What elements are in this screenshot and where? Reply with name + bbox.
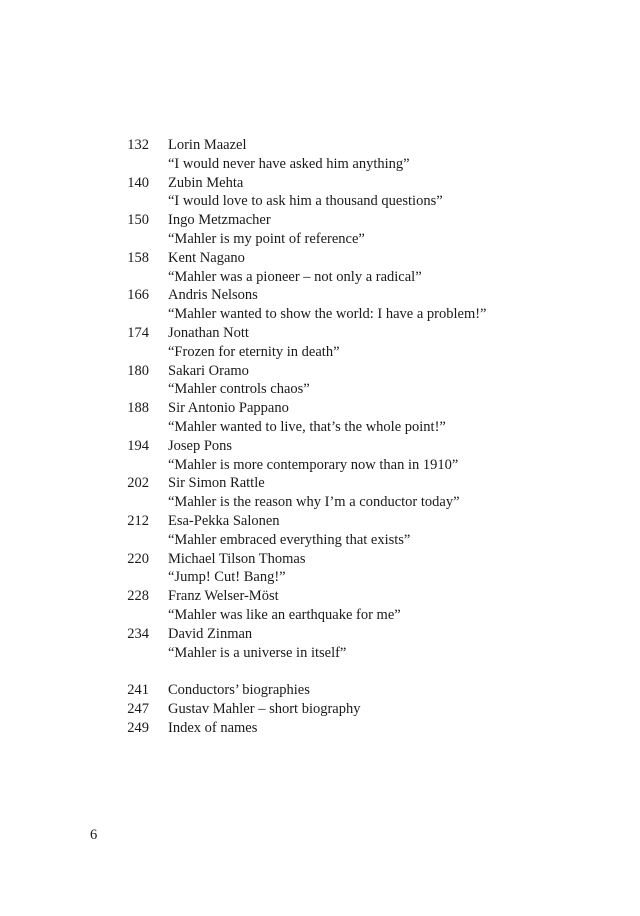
toc-entry-metzmacher[interactable] [0, 211, 640, 230]
toc-page-number: 188 [127, 400, 149, 417]
toc-conductor-name: Franz Welser-Möst [168, 588, 279, 605]
toc-quote: “Frozen for eternity in death” [168, 343, 340, 360]
toc-page-number: 140 [127, 174, 149, 191]
toc-entry-mehta[interactable] [0, 174, 640, 193]
toc-conductor-name: Zubin Mehta [168, 174, 244, 191]
toc-conductor-name: Andris Nelsons [168, 287, 258, 304]
toc-page-number: 247 [127, 700, 149, 717]
toc-quote: “Mahler embraced everything that exists” [168, 531, 411, 548]
toc-entry-nelsons[interactable] [0, 286, 640, 305]
toc-page-number: 220 [127, 550, 149, 567]
toc-quote-line [0, 230, 640, 249]
toc-conductor-name: Ingo Metzmacher [168, 212, 271, 229]
toc-page-number: 166 [127, 287, 149, 304]
toc-entry-tilson-thomas[interactable] [0, 550, 640, 569]
toc-quote-line [0, 305, 640, 324]
toc-entry-maazel[interactable] [0, 136, 640, 155]
toc-entry-pappano[interactable] [0, 399, 640, 418]
toc-quote: “Mahler controls chaos” [168, 381, 310, 398]
page-folio: 6 [90, 827, 98, 843]
toc-entry-zinman[interactable] [0, 625, 640, 644]
toc-quote: “Jump! Cut! Bang!” [168, 569, 286, 586]
toc-entry-welser-moest[interactable] [0, 587, 640, 606]
toc-quote: “Mahler wanted to live, that’s the whole point!” [168, 418, 446, 435]
toc-page-number: 158 [127, 249, 149, 266]
toc-quote: “Mahler was a pioneer – not only a radical” [168, 268, 422, 285]
toc-page-number: 241 [127, 682, 149, 699]
toc-entry-oramo[interactable] [0, 362, 640, 381]
table-of-contents [0, 136, 640, 738]
toc-entry-index[interactable] [0, 719, 640, 738]
toc-quote: “I would never have asked him anything” [168, 155, 410, 172]
toc-conductor-name: Jonathan Nott [168, 324, 249, 341]
toc-conductor-name: Michael Tilson Thomas [168, 550, 306, 567]
toc-quote-line [0, 568, 640, 587]
toc-page-number: 249 [127, 719, 149, 736]
toc-conductor-name: Lorin Maazel [168, 137, 247, 153]
toc-entry-salonen[interactable] [0, 512, 640, 531]
toc-entry-biographies[interactable] [0, 681, 640, 700]
toc-quote-line [0, 606, 640, 625]
toc-quote-line [0, 343, 640, 362]
toc-entry-nagano[interactable] [0, 249, 640, 268]
toc-entry-nott[interactable] [0, 324, 640, 343]
toc-quote-line [0, 644, 640, 663]
toc-conductor-name: Josep Pons [168, 437, 233, 454]
toc-quote-line [0, 531, 640, 550]
toc-quote-line [0, 268, 640, 287]
toc-entry-rattle[interactable] [0, 474, 640, 493]
toc-quote-line [0, 155, 640, 174]
toc-quote: “Mahler wanted to show the world: I have a problem!” [168, 306, 487, 323]
toc-section-title: Conductors’ biographies [168, 682, 310, 699]
toc-quote-line [0, 192, 640, 211]
toc-page-number: 228 [127, 588, 149, 605]
toc-quote: “I would love to ask him a thousand questions” [168, 193, 443, 210]
toc-page-number: 212 [127, 512, 149, 529]
toc-quote-line [0, 493, 640, 512]
toc-quote-line [0, 380, 640, 399]
toc-page-number: 150 [127, 212, 149, 229]
toc-conductor-name: Esa-Pekka Salonen [168, 512, 280, 529]
toc-page-number: 234 [127, 625, 149, 642]
toc-entry-pons[interactable] [0, 437, 640, 456]
toc-page-number: 132 [127, 137, 149, 153]
toc-quote: “Mahler is the reason why I’m a conductor today” [168, 494, 460, 511]
toc-page-number: 180 [127, 362, 149, 379]
toc-section-title: Index of names [168, 719, 258, 736]
toc-conductor-name: Sir Antonio Pappano [168, 400, 289, 417]
toc-page-number: 174 [127, 324, 149, 341]
toc-page-number: 202 [127, 475, 149, 492]
toc-quote: “Mahler is more contemporary now than in 1910” [168, 456, 459, 473]
toc-quote-line [0, 456, 640, 475]
toc-section-title: Gustav Mahler – short biography [168, 700, 361, 717]
toc-entry-mahler-biography[interactable] [0, 700, 640, 719]
toc-quote-line [0, 418, 640, 437]
toc-page-number: 194 [127, 437, 149, 454]
toc-conductor-name: David Zinman [168, 625, 253, 642]
toc-quote: “Mahler is a universe in itself” [168, 644, 347, 661]
toc-section-gap [0, 662, 640, 681]
toc-conductor-name: Sir Simon Rattle [168, 475, 265, 492]
toc-conductor-name: Sakari Oramo [168, 362, 249, 379]
toc-quote: “Mahler was like an earthquake for me” [168, 606, 401, 623]
toc-conductor-name: Kent Nagano [168, 249, 245, 266]
toc-quote: “Mahler is my point of reference” [168, 230, 365, 247]
